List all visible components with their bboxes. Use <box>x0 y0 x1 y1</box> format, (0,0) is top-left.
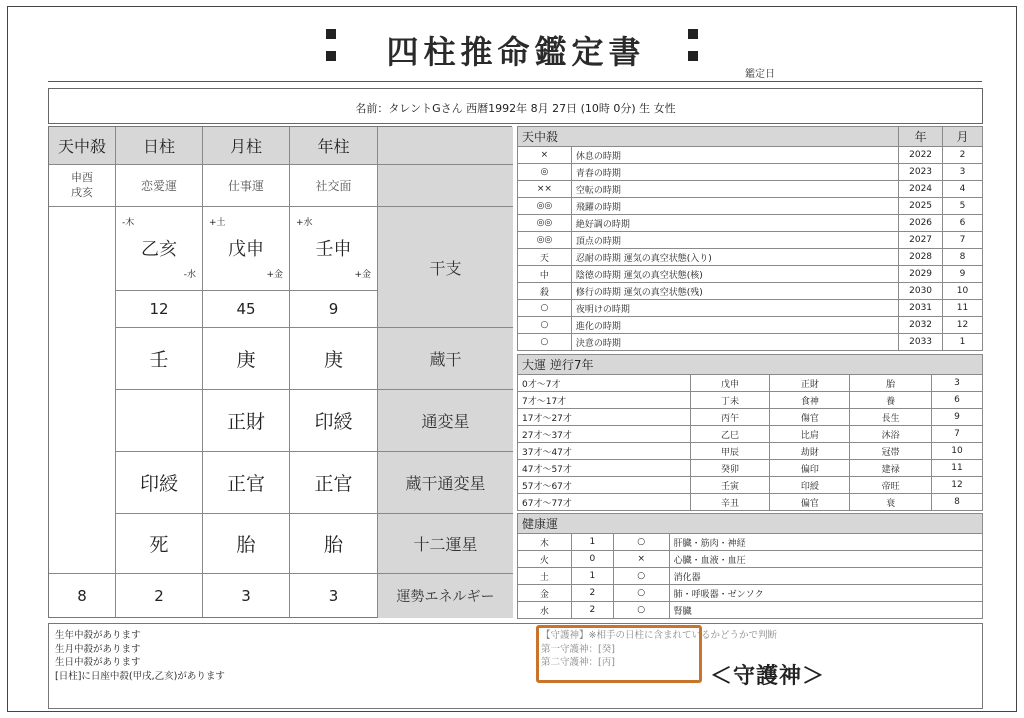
period-year: 2032 <box>899 317 943 334</box>
notes-list <box>55 629 225 683</box>
health-organs: 心臓・血液・血圧 <box>669 551 982 568</box>
energy-year: 3 <box>290 574 378 618</box>
zoukan-tsuhen-month: 正官 <box>203 452 290 514</box>
period-text: 忍耐の時期 運気の真空状態(入り) <box>571 249 898 266</box>
health-table <box>517 513 983 619</box>
taiun-number: 3 <box>932 375 983 392</box>
health-organs: 肝臓・筋肉・神経 <box>669 534 982 551</box>
number-year: 9 <box>290 291 378 328</box>
health-element: 金 <box>518 585 572 602</box>
taiun-unsei: 冠帯 <box>850 443 932 460</box>
appraisal-date-label: 鑑定日 <box>745 69 775 80</box>
taiun-number: 11 <box>932 460 983 477</box>
tenchusatsu-row <box>518 147 983 164</box>
period-text: 空転の時期 <box>571 181 898 198</box>
taiun-row <box>518 477 983 494</box>
guardian-highlight-box <box>536 625 702 683</box>
note-item: 生年中殺があります <box>55 630 141 641</box>
taiun-age: 67才～77才 <box>518 494 691 511</box>
health-mark: ○ <box>613 534 669 551</box>
health-mark: ○ <box>613 568 669 585</box>
taiun-table <box>517 354 983 511</box>
header-blank <box>378 127 513 165</box>
header-year-pillar: 年柱 <box>290 127 378 165</box>
taiun-title: 大運 逆行7年 <box>518 355 983 375</box>
appraisal-sheet <box>7 6 1017 712</box>
period-mark: 殺 <box>518 283 572 300</box>
taiun-kanshi: 壬寅 <box>690 477 770 494</box>
period-year: 2028 <box>899 249 943 266</box>
tsuhen-year: 印綬 <box>290 390 378 452</box>
tsuhen-day <box>116 390 203 452</box>
period-year: 2030 <box>899 283 943 300</box>
tenchusatsu-row <box>518 317 983 334</box>
taiun-number: 8 <box>932 494 983 511</box>
period-year: 2026 <box>899 215 943 232</box>
taiun-star: 食神 <box>770 392 850 409</box>
taiun-unsei: 沐浴 <box>850 426 932 443</box>
period-year: 2033 <box>899 334 943 351</box>
period-month: 5 <box>943 198 983 215</box>
period-text: 頂点の時期 <box>571 232 898 249</box>
period-month: 6 <box>943 215 983 232</box>
taiun-star: 印綬 <box>770 477 850 494</box>
tenchusatsu-header-row <box>518 127 983 147</box>
theme-work: 仕事運 <box>203 165 290 207</box>
number-month: 45 <box>203 291 290 328</box>
health-count: 0 <box>571 551 613 568</box>
period-mark: 中 <box>518 266 572 283</box>
health-mark: ○ <box>613 602 669 619</box>
period-mark: ○ <box>518 317 572 334</box>
taiun-age: 7才～17才 <box>518 392 691 409</box>
tenchusatsu-row <box>518 164 983 181</box>
name-box <box>48 88 983 124</box>
zoukan-month: 庚 <box>203 328 290 390</box>
health-count: 2 <box>571 602 613 619</box>
period-month: 11 <box>943 300 983 317</box>
theme-social: 社交面 <box>290 165 378 207</box>
header-tenchusatsu: 天中殺 <box>49 127 116 165</box>
guardian-caption: ＜守護神＞ <box>710 664 826 689</box>
taiun-header-row <box>518 355 983 375</box>
theme-blank <box>378 165 513 207</box>
period-month: 8 <box>943 249 983 266</box>
kanshi-month-main: 戊申 <box>228 239 264 260</box>
taiun-age: 57才～67才 <box>518 477 691 494</box>
label-zoukan: 蔵干 <box>378 328 513 390</box>
guardian-first: 第一守護神：[癸] <box>541 643 615 655</box>
note-item: 生月中殺があります <box>55 643 141 655</box>
guardian-second: 第二守護神：[丙] <box>541 657 615 668</box>
tenchusatsu-row <box>518 215 983 232</box>
period-year: 2031 <box>899 300 943 317</box>
zoukan-tsuhen-day: 印綬 <box>116 452 203 514</box>
tenchusatsu-row <box>518 334 983 351</box>
period-month: 7 <box>943 232 983 249</box>
period-month: 10 <box>943 283 983 300</box>
notes-box <box>48 623 983 709</box>
taiun-unsei: 胎 <box>850 375 932 392</box>
taiun-number: 6 <box>932 392 983 409</box>
zoukan-day: 壬 <box>116 328 203 390</box>
period-mark: ◎◎ <box>518 198 572 215</box>
tenchusatsu-values: 申酉 戌亥 <box>49 165 116 207</box>
kanshi-year-branch-element: +金 <box>354 270 371 280</box>
taiun-age: 47才～57才 <box>518 460 691 477</box>
taiun-star: 偏官 <box>770 494 850 511</box>
health-row <box>518 602 983 619</box>
period-mark: ◎◎ <box>518 232 572 249</box>
period-text: 進化の時期 <box>571 317 898 334</box>
health-count: 1 <box>571 534 613 551</box>
pillar-grid <box>48 126 512 618</box>
period-text: 飛躍の時期 <box>571 198 898 215</box>
taiun-star: 正財 <box>770 375 850 392</box>
tenchusatsu-table <box>517 126 983 351</box>
taiun-unsei: 建禄 <box>850 460 932 477</box>
period-mark: ◎◎ <box>518 215 572 232</box>
label-energy: 運勢エネルギー <box>378 574 513 618</box>
tenchusatsu-row <box>518 266 983 283</box>
period-month: 2 <box>943 147 983 164</box>
title-area <box>8 7 1018 87</box>
tenchusatsu-row <box>518 181 983 198</box>
col-month: 月 <box>943 127 983 147</box>
document-title: 四柱推命鑑定書 <box>386 33 646 71</box>
juuni-day: 死 <box>116 514 203 574</box>
theme-love: 恋愛運 <box>116 165 203 207</box>
period-mark: ○ <box>518 300 572 317</box>
health-element: 水 <box>518 602 572 619</box>
juuni-year: 胎 <box>290 514 378 574</box>
period-month: 4 <box>943 181 983 198</box>
col-year: 年 <box>899 127 943 147</box>
health-title: 健康運 <box>518 514 983 534</box>
period-year: 2025 <box>899 198 943 215</box>
zoukan-year: 庚 <box>290 328 378 390</box>
header-day-pillar: 日柱 <box>116 127 203 165</box>
title-divider <box>48 81 982 82</box>
energy-month: 3 <box>203 574 290 618</box>
period-mark: 天 <box>518 249 572 266</box>
juuni-month: 胎 <box>203 514 290 574</box>
health-organs: 腎臓 <box>669 602 982 619</box>
taiun-star: 比肩 <box>770 426 850 443</box>
name-line: 名前：タレントGさん 西暦1992年 8月 27日 (10時 0分) 生 女性 <box>355 102 676 115</box>
tsuhen-month: 正財 <box>203 390 290 452</box>
label-kanshi: 干支 <box>378 207 513 328</box>
energy-day: 2 <box>116 574 203 618</box>
kanshi-year <box>290 207 378 291</box>
health-row <box>518 585 983 602</box>
taiun-number: 9 <box>932 409 983 426</box>
taiun-row <box>518 426 983 443</box>
taiun-kanshi: 甲辰 <box>690 443 770 460</box>
taiun-kanshi: 丙午 <box>690 409 770 426</box>
label-juuni: 十二運星 <box>378 514 513 574</box>
label-tsuhen: 通変星 <box>378 390 513 452</box>
period-text: 決意の時期 <box>571 334 898 351</box>
title-bracket-mark <box>688 29 698 39</box>
taiun-row <box>518 443 983 460</box>
period-text: 休息の時期 <box>571 147 898 164</box>
health-header-row <box>518 514 983 534</box>
tenchusatsu-row <box>518 249 983 266</box>
health-row <box>518 534 983 551</box>
note-item: [日柱]に日座中殺(甲戌,乙亥)があります <box>55 670 225 682</box>
taiun-age: 17才～27才 <box>518 409 691 426</box>
tenchusatsu-row <box>518 198 983 215</box>
period-year: 2024 <box>899 181 943 198</box>
period-mark: ◎ <box>518 164 572 181</box>
period-year: 2029 <box>899 266 943 283</box>
taiun-number: 10 <box>932 443 983 460</box>
tenchusatsu-row <box>518 232 983 249</box>
tenchusatsu-title: 天中殺 <box>518 127 899 147</box>
taiun-unsei: 養 <box>850 392 932 409</box>
note-item: 生日中殺があります <box>55 657 141 668</box>
period-mark: ×× <box>518 181 572 198</box>
kanshi-month-branch-element: +金 <box>266 270 283 280</box>
health-organs: 消化器 <box>669 568 982 585</box>
health-element: 火 <box>518 551 572 568</box>
tenchusatsu-row <box>518 300 983 317</box>
taiun-number: 7 <box>932 426 983 443</box>
kanshi-day <box>116 207 203 291</box>
health-mark: × <box>613 551 669 568</box>
header-month-pillar: 月柱 <box>203 127 290 165</box>
kanshi-month <box>203 207 290 291</box>
period-mark: × <box>518 147 572 164</box>
period-month: 9 <box>943 266 983 283</box>
taiun-star: 傷官 <box>770 409 850 426</box>
taiun-unsei: 長生 <box>850 409 932 426</box>
taiun-number: 12 <box>932 477 983 494</box>
health-row <box>518 551 983 568</box>
kanshi-month-stem-element: +土 <box>209 218 226 228</box>
period-text: 陰徳の時期 運気の真空状態(核) <box>571 266 898 283</box>
guardian-heading: 【守護神】※相手の日柱に含まれているかどうかで判断 <box>541 630 777 641</box>
taiun-kanshi: 辛丑 <box>690 494 770 511</box>
taiun-unsei: 衰 <box>850 494 932 511</box>
period-month: 3 <box>943 164 983 181</box>
health-mark: ○ <box>613 585 669 602</box>
health-element: 土 <box>518 568 572 585</box>
health-count: 1 <box>571 568 613 585</box>
period-year: 2027 <box>899 232 943 249</box>
period-text: 青春の時期 <box>571 164 898 181</box>
taiun-row <box>518 375 983 392</box>
taiun-kanshi: 丁未 <box>690 392 770 409</box>
label-zoukan-tsuhen: 蔵干通変星 <box>378 452 513 514</box>
taiun-kanshi: 癸卯 <box>690 460 770 477</box>
period-year: 2023 <box>899 164 943 181</box>
taiun-row <box>518 409 983 426</box>
taiun-age: 0才～7才 <box>518 375 691 392</box>
period-text: 絶好調の時期 <box>571 215 898 232</box>
period-year: 2022 <box>899 147 943 164</box>
health-row <box>518 568 983 585</box>
period-month: 12 <box>943 317 983 334</box>
taiun-star: 劫財 <box>770 443 850 460</box>
period-text: 夜明けの時期 <box>571 300 898 317</box>
taiun-kanshi: 戊申 <box>690 375 770 392</box>
health-element: 木 <box>518 534 572 551</box>
left-blank <box>49 207 116 574</box>
kanshi-year-main: 壬申 <box>315 239 352 260</box>
taiun-row <box>518 460 983 477</box>
number-day: 12 <box>116 291 203 328</box>
taiun-star: 偏印 <box>770 460 850 477</box>
period-month: 1 <box>943 334 983 351</box>
taiun-age: 37才～47才 <box>518 443 691 460</box>
zoukan-tsuhen-year: 正官 <box>290 452 378 514</box>
taiun-kanshi: 乙巳 <box>690 426 770 443</box>
taiun-row <box>518 494 983 511</box>
health-count: 2 <box>571 585 613 602</box>
title-bracket-mark <box>688 51 698 61</box>
kanshi-day-stem-element: -木 <box>122 218 135 228</box>
energy-total: 8 <box>49 574 116 618</box>
kanshi-year-stem-element: +水 <box>296 218 313 228</box>
taiun-age: 27才～37才 <box>518 426 691 443</box>
tenchusatsu-row <box>518 283 983 300</box>
period-mark: ○ <box>518 334 572 351</box>
period-text: 修行の時期 運気の真空状態(残) <box>571 283 898 300</box>
taiun-unsei: 帝旺 <box>850 477 932 494</box>
health-organs: 肺・呼吸器・ゼンソク <box>669 585 982 602</box>
kanshi-day-main: 乙亥 <box>141 239 177 260</box>
taiun-row <box>518 392 983 409</box>
kanshi-day-branch-element: -水 <box>183 270 196 280</box>
